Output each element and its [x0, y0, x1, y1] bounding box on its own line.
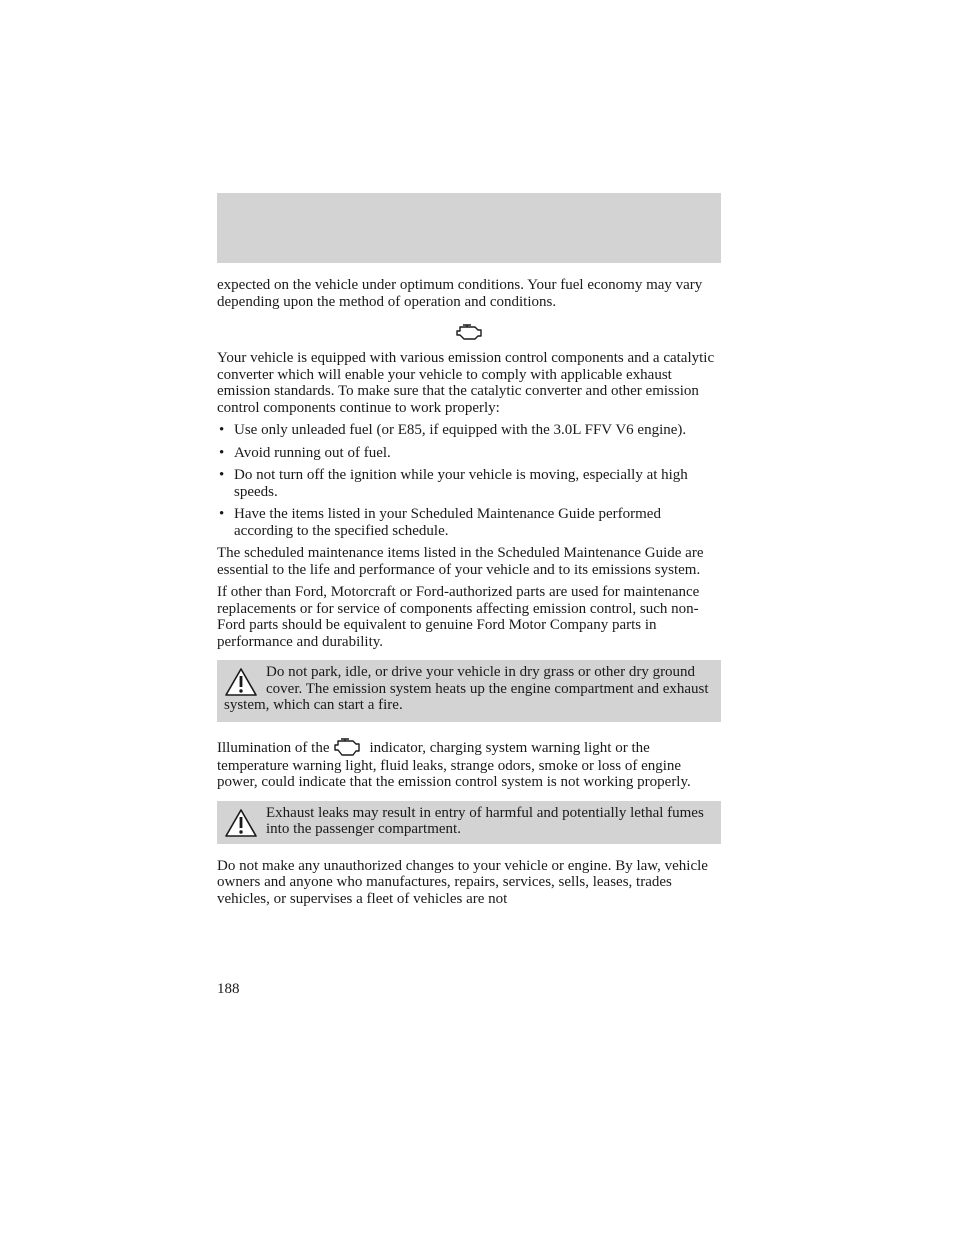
engine-icon: [331, 736, 363, 758]
bullet-marker: •: [219, 506, 225, 522]
warning-triangle-icon: [224, 808, 258, 838]
header-band: [217, 193, 721, 263]
list-item: [217, 445, 721, 462]
list-item: [217, 422, 721, 439]
list-item-text: Avoid running out of fuel.: [234, 444, 391, 461]
page-number: 188: [217, 981, 240, 997]
warning-box-fire: [217, 660, 721, 722]
emission-care-list: [217, 422, 721, 539]
paragraph-non-ford-parts: If other than Ford, Motorcraft or Ford-authorized parts are used for maintenance replacements or for service of components affecting emission control, such non-Ford parts should be equivalent to genuine Ford Motor Company parts in performance and durability.: [217, 584, 700, 650]
list-item-text: Do not turn off the ignition while your vehicle is moving, especially at high speeds.: [234, 467, 688, 500]
section-icon-row: [217, 322, 721, 344]
bullet-marker: •: [219, 444, 225, 461]
paragraph-emission-components: Your vehicle is equipped with various emission control components and a catalytic converter which will enable your vehicle to comply with applicable exhaust emission standards. To make sure that the catalytic converter and other emission control components continue to work properly:: [217, 350, 715, 416]
paragraph-fuel-economy: expected on the vehicle under optimum conditions. Your fuel economy may vary depending upon the method of operation and conditions.: [217, 277, 703, 310]
list-item-text: Have the items listed in your Scheduled Maintenance Guide performed according to the specified schedule.: [234, 506, 661, 539]
list-item: [217, 467, 721, 500]
bullet-marker: •: [219, 422, 225, 438]
list-item-text: Use only unleaded fuel (or E85, if equipped with the 3.0L FFV V6 engine).: [234, 422, 687, 438]
page-content: [217, 277, 721, 913]
paragraph-unauthorized-changes: Do not make any unauthorized changes to your vehicle or engine. By law, vehicle owners and anyone who manufactures, repairs, services, sells, leases, trades vehicles, or supervises a fleet of vehicles are not: [217, 857, 708, 907]
paragraph-illumination: [217, 736, 721, 791]
illumination-text-end: indicator, charging system warning light or the temperature warning light, fluid leaks, strange odors, smoke or loss of engine power, could indicate that the emission control system is not working properly.: [217, 739, 691, 790]
bullet-marker: •: [219, 467, 225, 483]
warning-triangle-icon: [224, 667, 258, 697]
list-item: [217, 506, 721, 539]
illumination-text-start: Illumination of the: [217, 739, 330, 756]
engine-icon: [454, 322, 484, 342]
warning-text: Exhaust leaks may result in entry of harmful and potentially lethal fumes into the passenger compartment.: [266, 804, 704, 837]
warning-text: Do not park, idle, or drive your vehicle in dry grass or other dry ground cover. The emission system heats up the engine compartment and exhaust system, which can start a fire.: [224, 664, 709, 713]
warning-box-exhaust: [217, 801, 721, 844]
paragraph-scheduled-maintenance: The scheduled maintenance items listed in the Scheduled Maintenance Guide are essential to the life and performance of your vehicle and to its emissions system.: [217, 545, 704, 578]
